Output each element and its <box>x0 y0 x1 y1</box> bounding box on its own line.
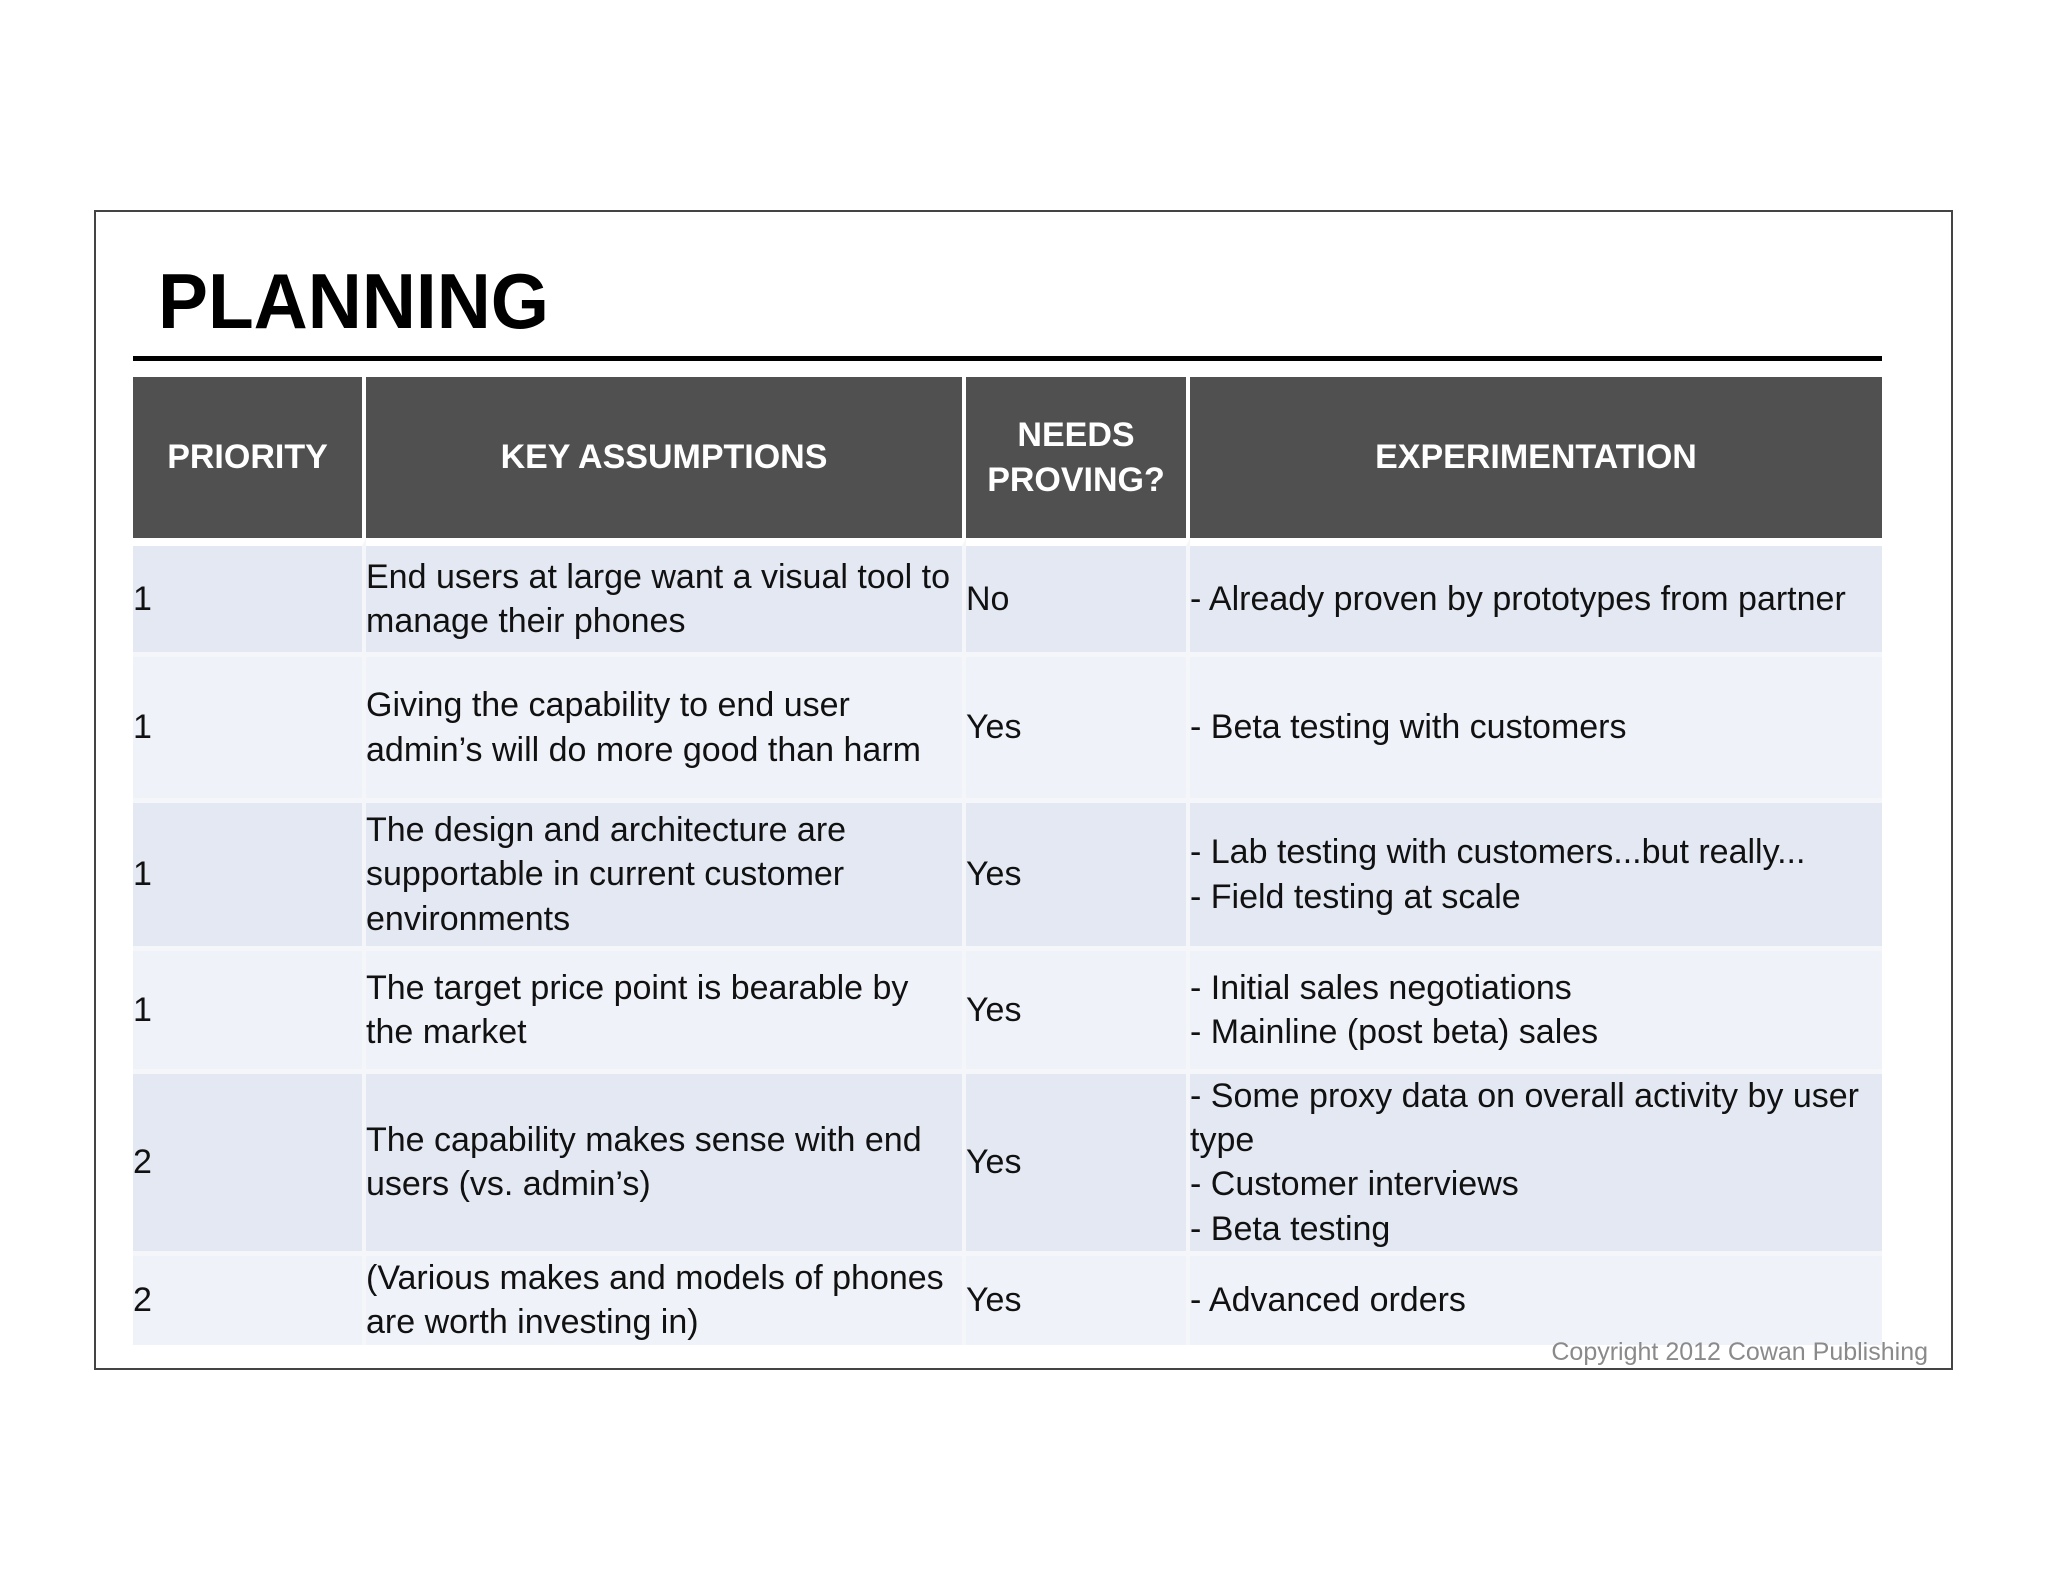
needs-proving-cell: Yes <box>966 1069 1190 1251</box>
experiment-item: - Lab testing with customers...but really... <box>1190 833 1806 872</box>
experimentation-cell <box>1190 798 1882 946</box>
needs-proving-cell: Yes <box>966 798 1190 946</box>
assumption-cell: The capability makes sense with end users (vs. admin’s) <box>366 1069 966 1251</box>
experimentation-cell <box>1190 538 1882 652</box>
assumption-cell: Giving the capability to end user admin’s will do more good than harm <box>366 652 966 798</box>
assumption-cell: The target price point is bearable by the market <box>366 946 966 1069</box>
experiment-item: - Customer interviews <box>1190 1165 1519 1204</box>
copyright-notice: Copyright 2012 Cowan Publishing <box>1551 1338 1928 1366</box>
experimentation-cell <box>1190 1251 1882 1345</box>
needs-proving-cell: Yes <box>966 652 1190 798</box>
experiment-item: - Beta testing <box>1190 1209 1391 1248</box>
table-row <box>133 652 1882 798</box>
experiment-item: - Initial sales negotiations <box>1190 968 1572 1007</box>
needs-proving-cell: No <box>966 538 1190 652</box>
experiment-item: - Mainline (post beta) sales <box>1190 1013 1599 1051</box>
priority-cell: 1 <box>133 538 366 652</box>
priority-cell: 2 <box>133 1069 366 1251</box>
experiment-item: - Beta testing with customers <box>1190 708 1627 747</box>
header-needs-proving-line2: PROVING? <box>987 460 1165 499</box>
table-row <box>133 946 1882 1069</box>
slide-title: PLANNING <box>158 257 550 345</box>
table-header-row <box>133 377 1882 538</box>
table-row <box>133 798 1882 946</box>
table-row <box>133 538 1882 652</box>
planning-table <box>133 377 1882 1345</box>
needs-proving-cell: Yes <box>966 1251 1190 1345</box>
experimentation-cell <box>1190 1069 1882 1251</box>
priority-cell: 2 <box>133 1251 366 1345</box>
experiment-item: - Already proven by prototypes from partner <box>1190 579 1846 618</box>
priority-cell: 1 <box>133 652 366 798</box>
header-priority: PRIORITY <box>133 377 366 538</box>
experiment-item: - Field testing at scale <box>1190 877 1521 916</box>
needs-proving-cell: Yes <box>966 946 1190 1069</box>
priority-cell: 1 <box>133 946 366 1069</box>
header-needs-proving <box>966 377 1190 538</box>
assumption-cell: The design and architecture are supportable in current customer environments <box>366 798 966 946</box>
table-row <box>133 1251 1882 1345</box>
header-needs-proving-line1: NEEDS <box>1017 416 1135 455</box>
header-key-assumptions: KEY ASSUMPTIONS <box>366 377 966 538</box>
assumption-cell: End users at large want a visual tool to manage their phones <box>366 538 966 652</box>
experiment-item: - Some proxy data on overall activity by user type <box>1190 1077 1859 1160</box>
experimentation-cell <box>1190 946 1882 1069</box>
assumption-cell: (Various makes and models of phones are worth investing in) <box>366 1251 966 1345</box>
title-divider <box>133 356 1882 361</box>
priority-cell: 1 <box>133 798 366 946</box>
header-experimentation: EXPERIMENTATION <box>1190 377 1882 538</box>
experiment-item: - Advanced orders <box>1190 1281 1466 1320</box>
experimentation-cell <box>1190 652 1882 798</box>
table-row <box>133 1069 1882 1251</box>
